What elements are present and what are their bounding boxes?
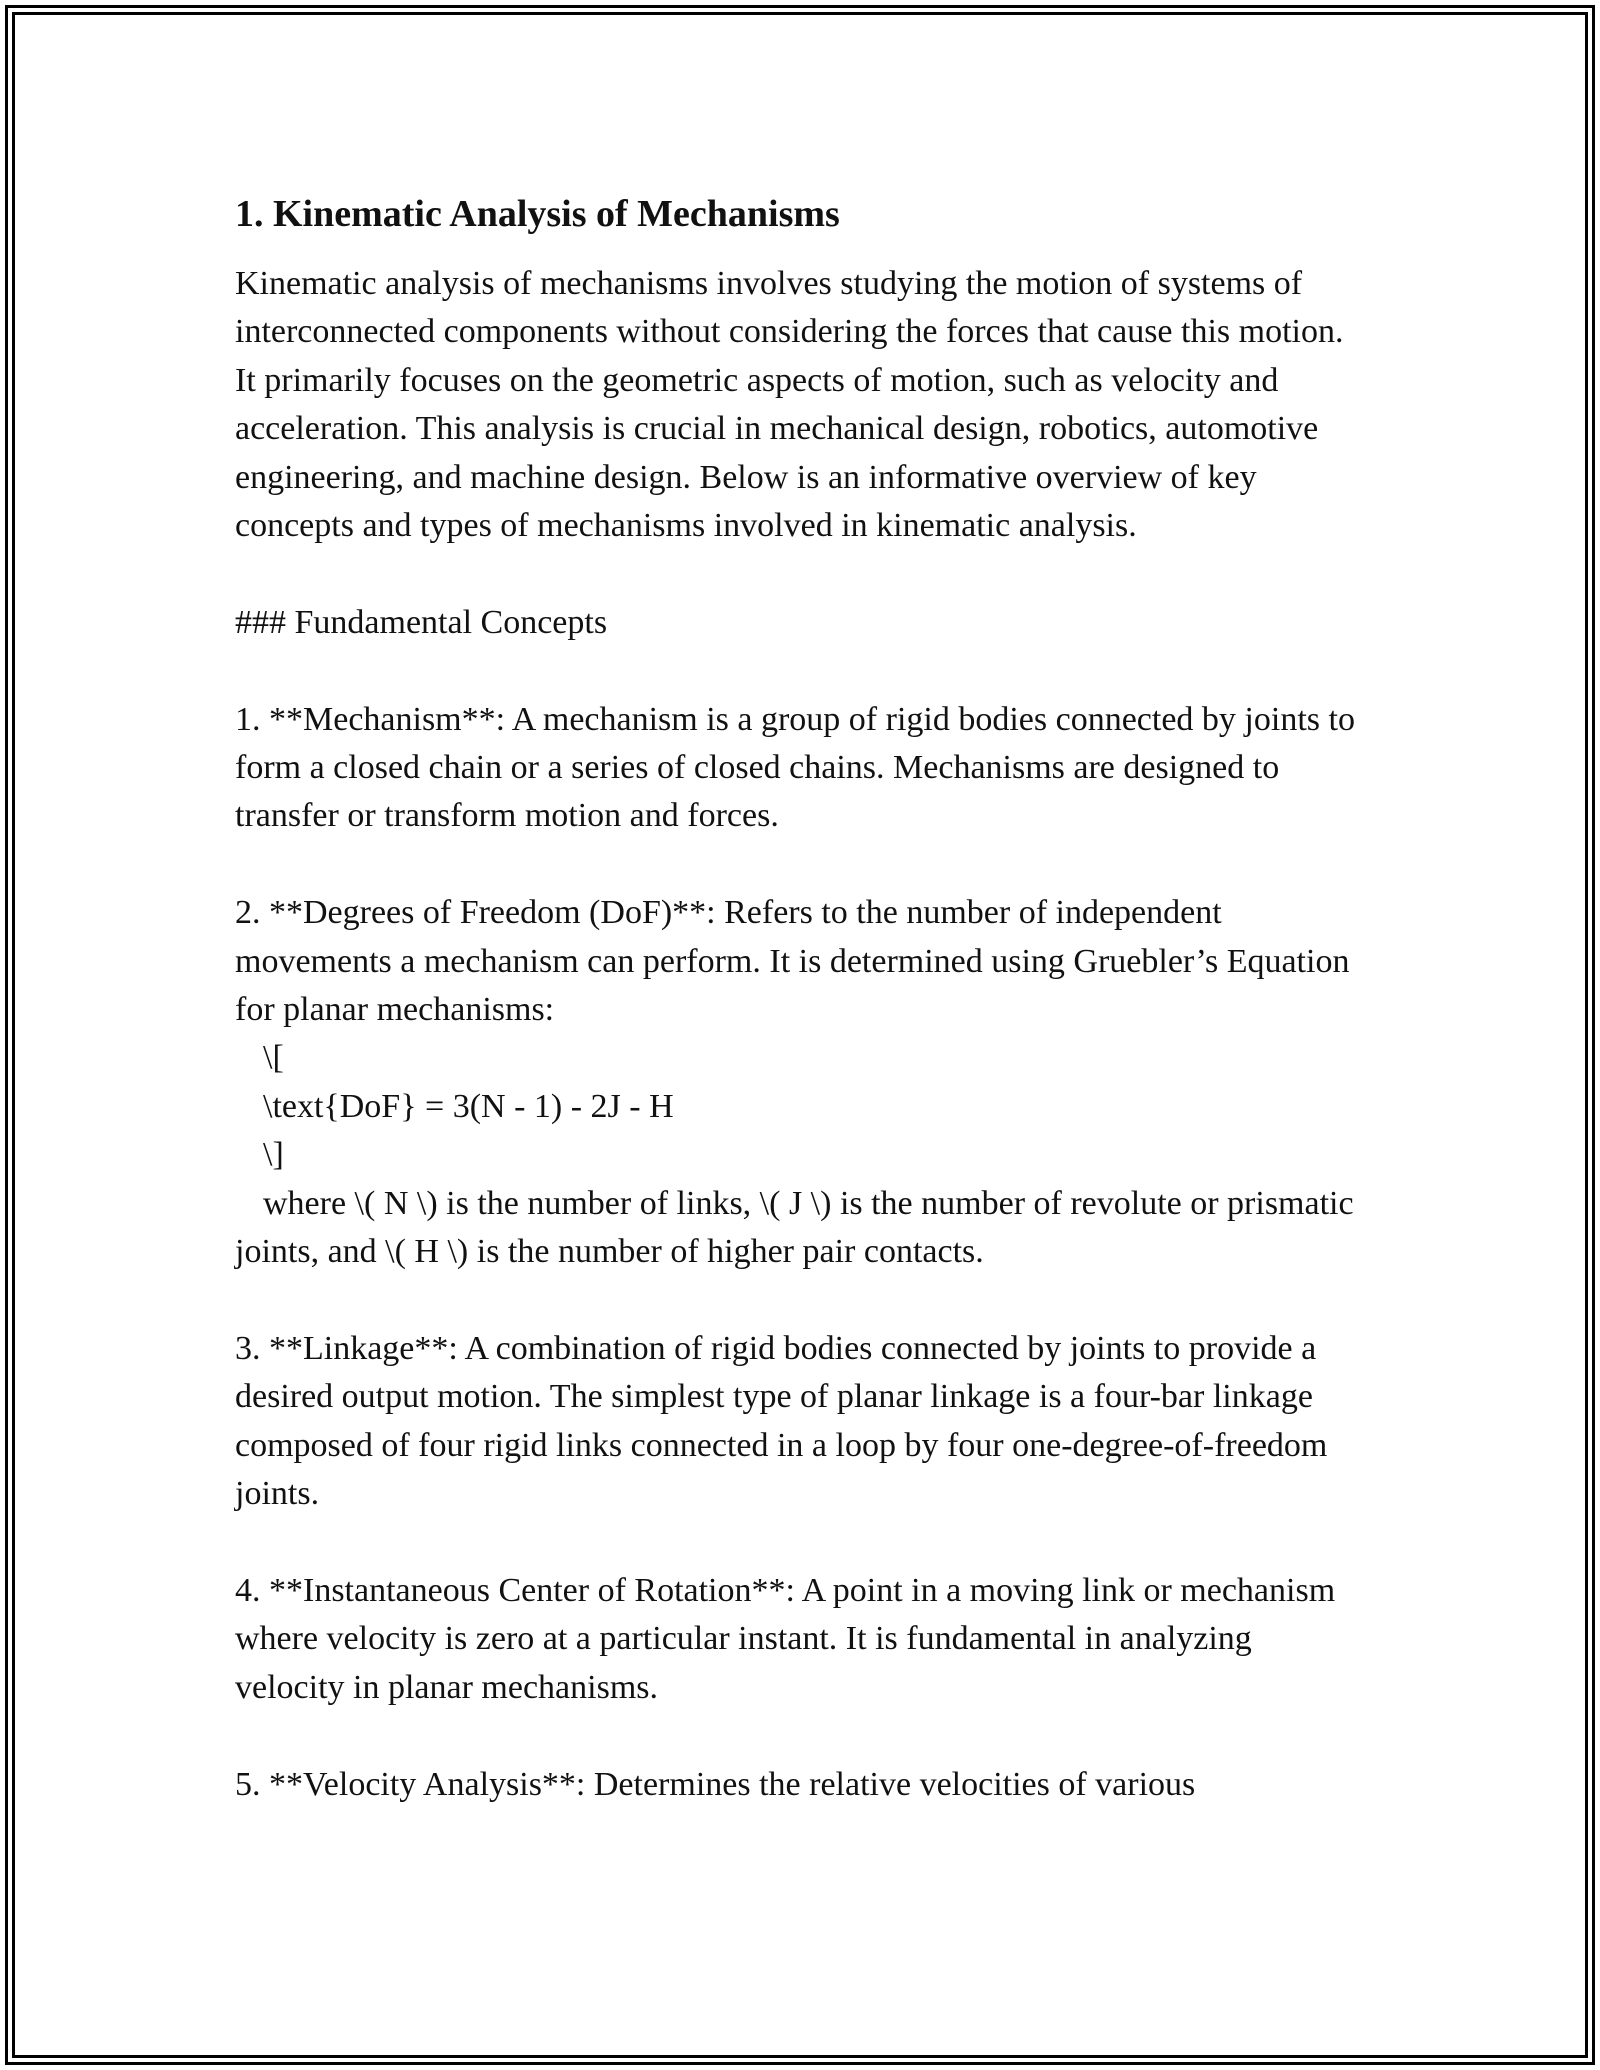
equation-open: \[ [263,1039,284,1077]
list-item-text: 2. **Degrees of Freedom (DoF)**: Refers to the number of independent movements a mechanism can perform. It is determined using Gruebler’s Equation for planar mechanisms: [235,894,1358,1029]
list-item-linkage: 3. **Linkage**: A combination of rigid bodies connected by joints to provide a desired output motion. The simplest type of planar linkage is a four-bar linkage composed of four rigid links connected in a loop by four one-degree-of-freedom joints. [235,1329,1336,1513]
list-item-mechanism: 1. **Mechanism**: A mechanism is a group of rigid bodies connected by joints to form a closed chain or a series of closed chains. Mechanisms are designed to transfer or transform motion and forces. [235,700,1364,835]
document-body [235,190,1365,1809]
equation-close: \] [263,1136,284,1174]
equation-block [235,1034,1365,1179]
list-item-degrees-of-freedom [235,889,1365,1276]
section-heading: ### Fundamental Concepts [235,603,608,641]
list-item-instantaneous-center: 4. **Instantaneous Center of Rotation**: A point in a moving link or mechanism where velocity is zero at a particular instant. It is fundamental in analyzing velocity in planar mechanisms. [235,1571,1344,1706]
intro-paragraph: Kinematic analysis of mechanisms involves studying the motion of systems of interconnected components without considering the forces that cause this motion. It primarily focuses on the geometric aspects of motion, such as velocity and acceleration. This analysis is crucial in mechanical design, robotics, automotive engineering, and machine design. Below is an informative overview of key concepts and types of mechanisms involved in kinematic analysis. [235,265,1352,545]
equation-where-text: where \( N \) is the number of links, \( J \) is the number of revolute or prismatic joints, and \( H \) is the number of higher pair contacts. [235,1184,1363,1271]
document-title: 1. Kinematic Analysis of Mechanisms [235,193,840,235]
list-item-velocity-analysis: 5. **Velocity Analysis**: Determines the relative velocities of various [235,1765,1196,1803]
equation-body: \text{DoF} = 3(N - 1) - 2J - H [263,1087,674,1125]
